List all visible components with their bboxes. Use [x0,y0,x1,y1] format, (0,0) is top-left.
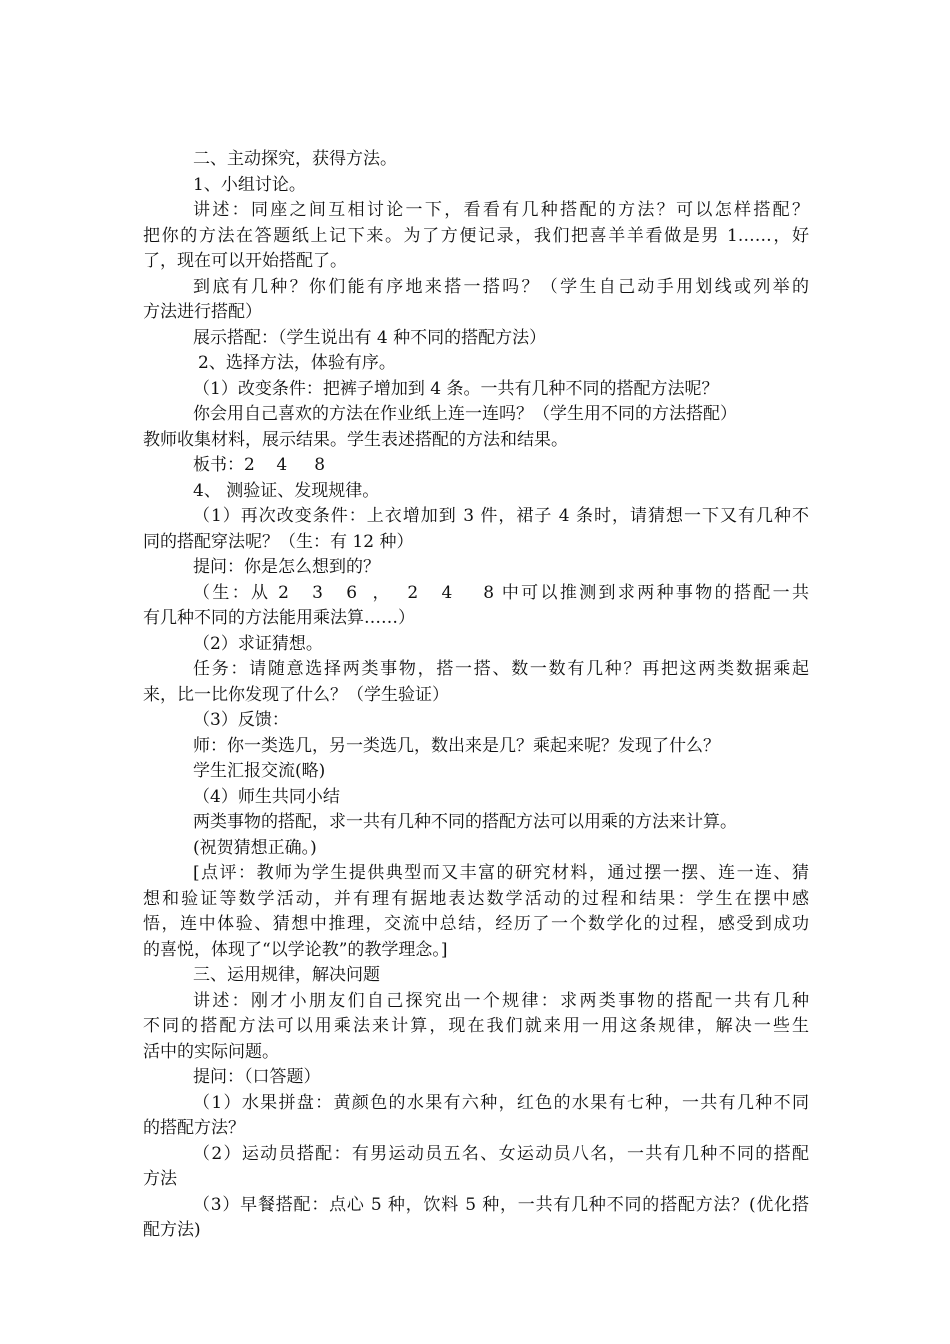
paragraph-line: 讲述：同座之间互相讨论一下，看看有几种搭配的方法？可以怎样搭配？ [193,200,809,220]
paragraph-line: 到底有几种？你们能有序地来搭一搭吗？（学生自己动手用划线或列举的 [193,276,809,297]
paragraph-line: 活中的实际问题。 [143,1041,279,1062]
paragraph-line: （3）早餐搭配：点心 5 种，饮料 5 种，一共有几种不同的搭配方法？(优化搭 [193,1194,809,1215]
paragraph-line: 不同的搭配方法可以用乘法来计算，现在我们就来用一用这条规律，解决一些生 [143,1016,809,1036]
paragraph-line: 方法进行搭配） [143,302,262,322]
document-page [143,147,809,1244]
paragraph-line: (祝贺猜想正确。) [193,837,317,858]
comment-line: [点评：教师为学生提供典型而又丰富的研究材料，通过摆一摆、连一连、猜 [193,863,809,883]
paragraph-line: 板书：2 4 8 [193,455,326,475]
paragraph-line: 讲述：刚才小朋友们自己探究出一个规律：求两类事物的搭配一共有几种 [193,990,809,1011]
paragraph-line: 你会用自己喜欢的方法在作业纸上连一连吗？（学生用不同的方法搭配） [193,404,737,424]
subheading: 4、 测验证、发现规律。 [193,480,380,501]
paragraph-line: 提问：你是怎么想到的？ [193,557,380,577]
paragraph-line: 教师收集材料，展示结果。学生表述搭配的方法和结果。 [143,429,568,450]
paragraph-line: 的搭配方法？ [143,1118,245,1138]
subheading: 2、选择方法，体验有序。 [198,353,396,373]
paragraph-line: （2）运动员搭配：有男运动员五名、女运动员八名，一共有几种不同的搭配 [193,1143,809,1164]
paragraph-line: 来，比一比你发现了什么？（学生验证） [143,684,449,705]
comment-line: 想和验证等数学活动，并有理有据地表达数学活动的过程和结果：学生在摆中感 [143,888,809,909]
paragraph-line: 同的搭配穿法呢？（生：有 12 种） [143,531,414,552]
paragraph-line: （1）水果拼盘：黄颜色的水果有六种，红色的水果有七种，一共有几种不同 [193,1092,809,1113]
paragraph-line: 学生汇报交流(略) [193,761,326,781]
paragraph-line: （2）求证猜想。 [193,633,323,654]
paragraph-line: （1）再次改变条件：上衣增加到 3 件，裙子 4 条时，请猜想一下又有几种不 [193,506,809,526]
paragraph-line: 展示搭配：（学生说出有 4 种不同的搭配方法） [193,327,547,348]
paragraph-line: 提问：（口答题） [193,1067,321,1087]
comment-line: 悟，连中体验、猜想中推理，交流中总结，经历了一个数学化的过程，感受到成功 [143,914,809,934]
paragraph-line: 把你的方法在答题纸上记下来。为了方便记录，我们把喜羊羊看做是男 1……，好 [143,225,809,246]
section-heading: 三、运用规律，解决问题 [193,965,380,985]
paragraph-line: 任务：请随意选择两类事物，搭一搭、数一数有几种？再把这两类数据乘起 [193,659,809,679]
paragraph-line: （1）改变条件：把裤子增加到 4 条。一共有几种不同的搭配方法呢？ [193,378,719,399]
section-heading: 二、主动探究，获得方法。 [193,149,397,169]
comment-line: 的喜悦，体现了“以学论教”的教学理念。] [143,939,448,960]
subheading: 1、小组讨论。 [193,174,306,195]
paragraph-line: （4）师生共同小结 [193,786,340,807]
paragraph-line: 了，现在可以开始搭配了。 [143,251,347,271]
paragraph-line: （3）反馈： [193,710,289,730]
paragraph-line: （生：从 2 3 6 ， 2 4 8 中可以推测到求两种事物的搭配一共 [193,582,809,603]
paragraph-line: 有几种不同的方法能用乘法算……） [143,608,415,628]
paragraph-line: 配方法) [143,1220,201,1240]
paragraph-line: 方法 [143,1169,177,1189]
paragraph-line: 两类事物的搭配，求一共有几种不同的搭配方法可以用乘的方法来计算。 [193,812,737,832]
paragraph-line: 师：你一类选几，另一类选几，数出来是几？乘起来呢？发现了什么？ [193,735,720,756]
